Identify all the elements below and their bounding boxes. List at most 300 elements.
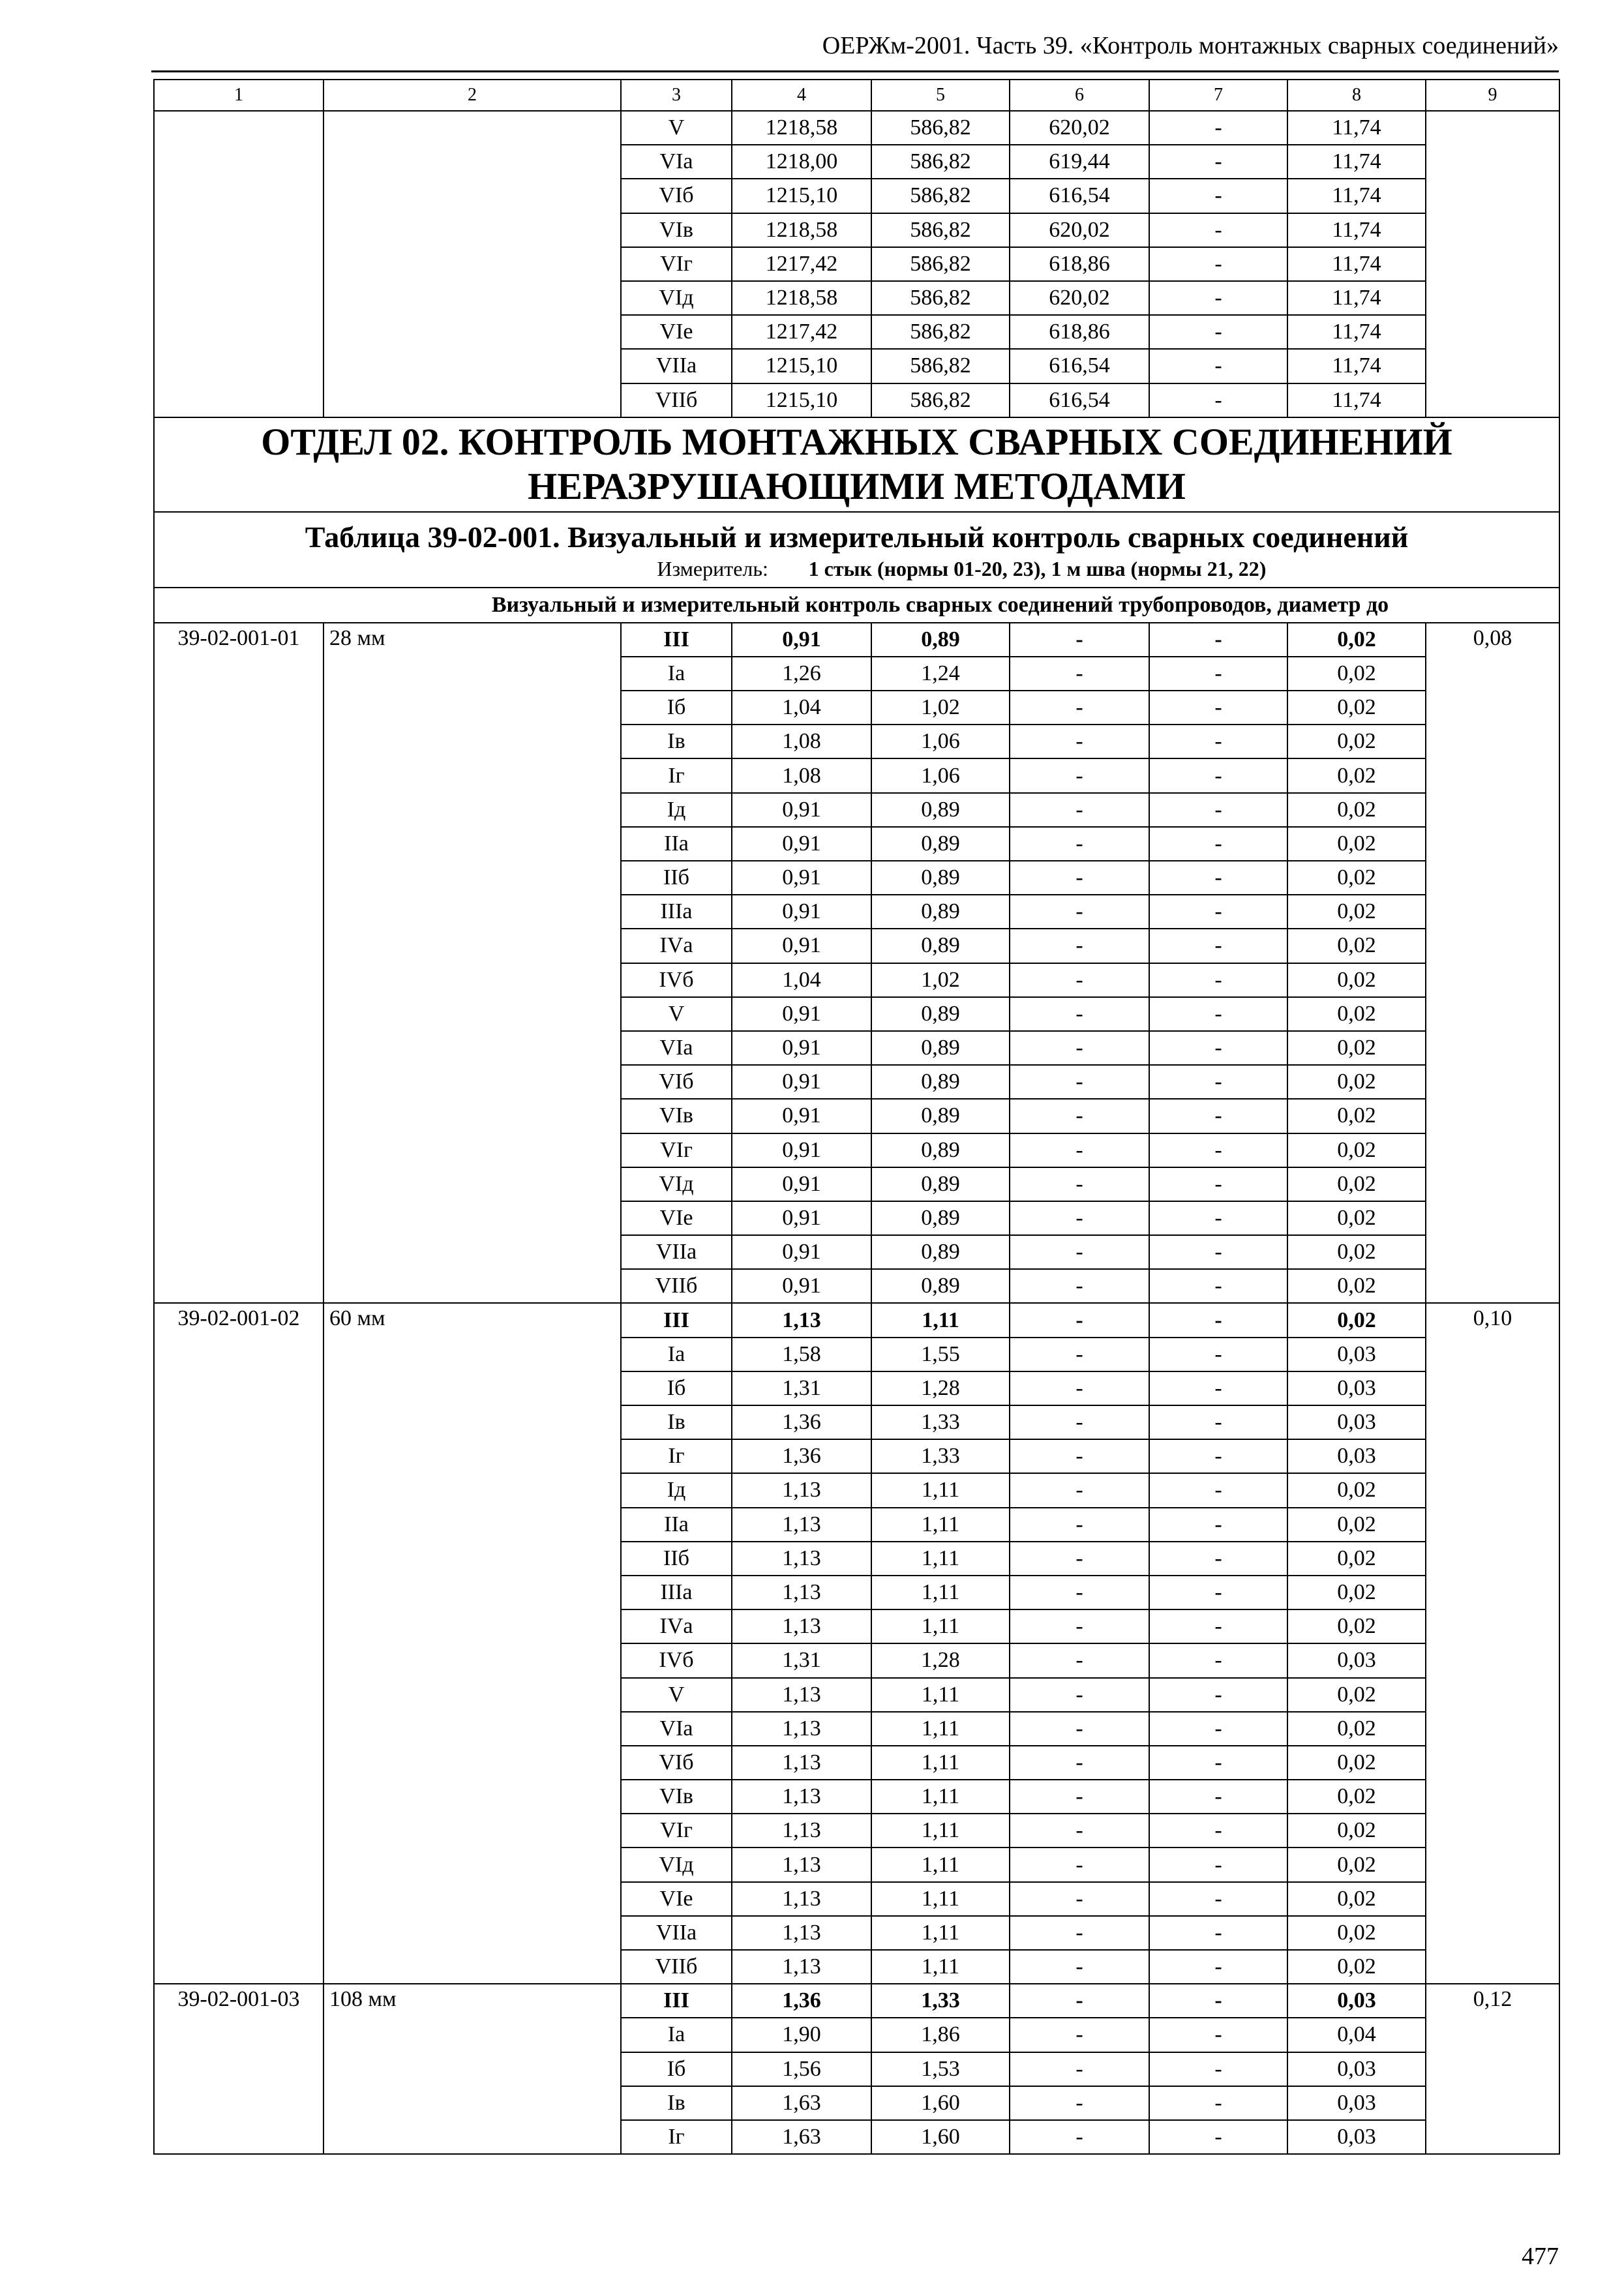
norm-name-cell: 28 мм: [323, 623, 621, 1304]
total-cost-cell: 1,13: [732, 1576, 871, 1609]
machines-cell: -: [1010, 725, 1149, 758]
drivers-wages-cell: -: [1149, 1950, 1287, 1984]
region-cell: VIв: [621, 213, 732, 247]
machines-cell: -: [1010, 827, 1149, 861]
total-cost-cell: 1,08: [732, 725, 871, 758]
total-cost-cell: 1,13: [732, 1473, 871, 1507]
machines-cell: -: [1010, 861, 1149, 895]
region-cell: IIIа: [621, 895, 732, 929]
machines-cell: -: [1010, 1439, 1149, 1473]
machines-cell: -: [1010, 2120, 1149, 2154]
materials-cell: 0,02: [1287, 1576, 1426, 1609]
machines-cell: 620,02: [1010, 213, 1149, 247]
region-cell: VIг: [621, 247, 732, 281]
drivers-wages-cell: -: [1149, 827, 1287, 861]
drivers-wages-cell: -: [1149, 1643, 1287, 1677]
table-title-row: [154, 512, 1559, 588]
drivers-wages-cell: -: [1149, 793, 1287, 827]
region-cell: VIIа: [621, 1916, 732, 1950]
total-cost-cell: 1,04: [732, 963, 871, 997]
header-rule: [151, 70, 1559, 72]
materials-cell: 0,02: [1287, 1167, 1426, 1201]
machines-cell: -: [1010, 1235, 1149, 1269]
materials-cell: 0,03: [1287, 2086, 1426, 2120]
drivers-wages-cell: -: [1149, 1235, 1287, 1269]
wages-cell: 1,24: [871, 657, 1010, 691]
column-number-cell: 1: [154, 80, 323, 111]
region-cell: III: [621, 623, 732, 657]
materials-cell: 0,02: [1287, 827, 1426, 861]
wages-cell: 1,33: [871, 1984, 1010, 2018]
materials-cell: 0,02: [1287, 1916, 1426, 1950]
machines-cell: -: [1010, 1746, 1149, 1780]
drivers-wages-cell: -: [1149, 1099, 1287, 1133]
drivers-wages-cell: -: [1149, 315, 1287, 349]
drivers-wages-cell: -: [1149, 2052, 1287, 2086]
col9-cell: 0,12: [1426, 1984, 1559, 2154]
region-cell: IVа: [621, 1609, 732, 1643]
region-cell: Iг: [621, 2120, 732, 2154]
wages-cell: 1,11: [871, 1508, 1010, 1542]
materials-cell: 0,03: [1287, 2052, 1426, 2086]
region-cell: Iв: [621, 2086, 732, 2120]
materials-cell: 11,74: [1287, 247, 1426, 281]
total-cost-cell: 1218,00: [732, 145, 871, 179]
machines-cell: -: [1010, 2018, 1149, 2052]
column-number-cell: 9: [1426, 80, 1559, 111]
drivers-wages-cell: -: [1149, 1065, 1287, 1099]
total-cost-cell: 0,91: [732, 1269, 871, 1303]
wages-cell: 1,28: [871, 1643, 1010, 1677]
wages-cell: 586,82: [871, 247, 1010, 281]
materials-cell: 0,02: [1287, 623, 1426, 657]
materials-cell: 11,74: [1287, 281, 1426, 315]
region-cell: VIIа: [621, 349, 732, 383]
machines-cell: -: [1010, 691, 1149, 725]
region-cell: Iв: [621, 725, 732, 758]
total-cost-cell: 0,91: [732, 623, 871, 657]
col9-cell: 0,08: [1426, 623, 1559, 1304]
region-cell: Iд: [621, 1473, 732, 1507]
drivers-wages-cell: -: [1149, 1780, 1287, 1814]
region-cell: VIа: [621, 1712, 732, 1746]
region-cell: Iг: [621, 1439, 732, 1473]
region-cell: VIд: [621, 281, 732, 315]
wages-cell: 1,11: [871, 1916, 1010, 1950]
total-cost-cell: 1,13: [732, 1712, 871, 1746]
drivers-wages-cell: -: [1149, 1712, 1287, 1746]
column-number-cell: 2: [323, 80, 621, 111]
machines-cell: 616,54: [1010, 383, 1149, 417]
norms-table: [153, 79, 1560, 2155]
materials-cell: 0,02: [1287, 1882, 1426, 1916]
total-cost-cell: 1,13: [732, 1780, 871, 1814]
wages-cell: 1,11: [871, 1746, 1010, 1780]
region-cell: IIа: [621, 827, 732, 861]
materials-cell: 11,74: [1287, 315, 1426, 349]
total-cost-cell: 0,91: [732, 1167, 871, 1201]
region-cell: III: [621, 1984, 732, 2018]
region-cell: IIIа: [621, 1576, 732, 1609]
wages-cell: 0,89: [871, 861, 1010, 895]
machines-cell: -: [1010, 929, 1149, 963]
total-cost-cell: 1,08: [732, 758, 871, 792]
column-number-row: [154, 80, 1559, 111]
total-cost-cell: 1215,10: [732, 179, 871, 213]
region-cell: VIIб: [621, 1269, 732, 1303]
drivers-wages-cell: -: [1149, 861, 1287, 895]
drivers-wages-cell: -: [1149, 725, 1287, 758]
drivers-wages-cell: -: [1149, 1678, 1287, 1712]
materials-cell: 0,02: [1287, 758, 1426, 792]
machines-cell: -: [1010, 1269, 1149, 1303]
materials-cell: 0,02: [1287, 1099, 1426, 1133]
materials-cell: 11,74: [1287, 111, 1426, 145]
total-cost-cell: 1217,42: [732, 315, 871, 349]
page-number: 477: [1522, 2243, 1559, 2270]
machines-cell: -: [1010, 1916, 1149, 1950]
drivers-wages-cell: -: [1149, 1439, 1287, 1473]
section-heading: [154, 417, 1559, 512]
machines-cell: 618,86: [1010, 315, 1149, 349]
wages-cell: 0,89: [871, 1235, 1010, 1269]
total-cost-cell: 1,13: [732, 1746, 871, 1780]
drivers-wages-cell: -: [1149, 1201, 1287, 1235]
wages-cell: 1,11: [871, 1814, 1010, 1848]
drivers-wages-cell: -: [1149, 1508, 1287, 1542]
materials-cell: 0,02: [1287, 1678, 1426, 1712]
drivers-wages-cell: -: [1149, 1542, 1287, 1576]
total-cost-cell: 1,36: [732, 1405, 871, 1439]
region-cell: VIIа: [621, 1235, 732, 1269]
wages-cell: 1,28: [871, 1371, 1010, 1405]
wages-cell: 1,55: [871, 1338, 1010, 1371]
drivers-wages-cell: -: [1149, 1746, 1287, 1780]
total-cost-cell: 1,13: [732, 1848, 871, 1881]
wages-cell: 1,53: [871, 2052, 1010, 2086]
region-cell: VIв: [621, 1099, 732, 1133]
machines-cell: -: [1010, 1678, 1149, 1712]
materials-cell: 0,02: [1287, 725, 1426, 758]
total-cost-cell: 1215,10: [732, 349, 871, 383]
region-cell: IVб: [621, 963, 732, 997]
total-cost-cell: 1,26: [732, 657, 871, 691]
materials-cell: 11,74: [1287, 349, 1426, 383]
machines-cell: -: [1010, 1371, 1149, 1405]
total-cost-cell: 0,91: [732, 1201, 871, 1235]
region-cell: V: [621, 111, 732, 145]
wages-cell: 1,11: [871, 1882, 1010, 1916]
region-cell: Iб: [621, 2052, 732, 2086]
machines-cell: -: [1010, 623, 1149, 657]
total-cost-cell: 0,91: [732, 1133, 871, 1167]
drivers-wages-cell: -: [1149, 281, 1287, 315]
materials-cell: 0,02: [1287, 963, 1426, 997]
materials-cell: 0,02: [1287, 657, 1426, 691]
machines-cell: -: [1010, 1201, 1149, 1235]
norm-code-cell: 39-02-001-01: [154, 623, 323, 1304]
drivers-wages-cell: -: [1149, 1576, 1287, 1609]
drivers-wages-cell: -: [1149, 1473, 1287, 1507]
table-title: [154, 512, 1559, 588]
machines-cell: -: [1010, 1576, 1149, 1609]
machines-cell: 616,54: [1010, 179, 1149, 213]
materials-cell: 0,02: [1287, 1814, 1426, 1848]
machines-cell: -: [1010, 963, 1149, 997]
machines-cell: -: [1010, 1950, 1149, 1984]
region-cell: VIг: [621, 1814, 732, 1848]
materials-cell: 0,02: [1287, 1473, 1426, 1507]
materials-cell: 0,04: [1287, 2018, 1426, 2052]
wages-cell: 586,82: [871, 281, 1010, 315]
materials-cell: 0,02: [1287, 1508, 1426, 1542]
wages-cell: 0,89: [871, 1133, 1010, 1167]
column-number-cell: 5: [871, 80, 1010, 111]
column-number-cell: 7: [1149, 80, 1287, 111]
machines-cell: -: [1010, 2052, 1149, 2086]
machines-cell: -: [1010, 1508, 1149, 1542]
machines-cell: -: [1010, 1542, 1149, 1576]
region-cell: VIа: [621, 145, 732, 179]
materials-cell: 0,02: [1287, 1609, 1426, 1643]
drivers-wages-cell: -: [1149, 1371, 1287, 1405]
drivers-wages-cell: -: [1149, 963, 1287, 997]
section-heading-line1: ОТДЕЛ 02. КОНТРОЛЬ МОНТАЖНЫХ СВАРНЫХ СОЕДИНЕНИЙ: [261, 421, 1452, 464]
total-cost-cell: 1,63: [732, 2120, 871, 2154]
total-cost-cell: 1,31: [732, 1643, 871, 1677]
wages-cell: 1,11: [871, 1678, 1010, 1712]
wages-cell: 0,89: [871, 1269, 1010, 1303]
wages-cell: 1,11: [871, 1950, 1010, 1984]
table-title-text: Таблица 39-02-001. Визуальный и измерительный контроль сварных соединений: [305, 520, 1409, 554]
machines-cell: -: [1010, 1643, 1149, 1677]
materials-cell: 0,02: [1287, 1031, 1426, 1065]
machines-cell: -: [1010, 1405, 1149, 1439]
total-cost-cell: 1218,58: [732, 111, 871, 145]
drivers-wages-cell: -: [1149, 179, 1287, 213]
total-cost-cell: 0,91: [732, 827, 871, 861]
drivers-wages-cell: -: [1149, 691, 1287, 725]
table-row: [154, 623, 1559, 657]
wages-cell: 1,11: [871, 1576, 1010, 1609]
materials-cell: 0,02: [1287, 1848, 1426, 1881]
total-cost-cell: 1,90: [732, 2018, 871, 2052]
region-cell: IVб: [621, 1643, 732, 1677]
drivers-wages-cell: -: [1149, 623, 1287, 657]
machines-cell: -: [1010, 1133, 1149, 1167]
machines-cell: -: [1010, 997, 1149, 1031]
region-cell: Iб: [621, 691, 732, 725]
materials-cell: 0,03: [1287, 1371, 1426, 1405]
region-cell: IIб: [621, 1542, 732, 1576]
wages-cell: 1,11: [871, 1609, 1010, 1643]
materials-cell: 11,74: [1287, 145, 1426, 179]
materials-cell: 11,74: [1287, 179, 1426, 213]
machines-cell: -: [1010, 1712, 1149, 1746]
total-cost-cell: 1,36: [732, 1439, 871, 1473]
region-cell: IVа: [621, 929, 732, 963]
wages-cell: 0,89: [871, 793, 1010, 827]
materials-cell: 0,02: [1287, 1780, 1426, 1814]
region-cell: VIIб: [621, 383, 732, 417]
drivers-wages-cell: -: [1149, 1405, 1287, 1439]
region-cell: V: [621, 1678, 732, 1712]
wages-cell: 0,89: [871, 827, 1010, 861]
drivers-wages-cell: -: [1149, 1848, 1287, 1881]
norm-code-cell: 39-02-001-02: [154, 1303, 323, 1984]
machines-cell: -: [1010, 1338, 1149, 1371]
total-cost-cell: 0,91: [732, 895, 871, 929]
total-cost-cell: 0,91: [732, 1099, 871, 1133]
wages-cell: 0,89: [871, 1099, 1010, 1133]
materials-cell: 0,02: [1287, 1712, 1426, 1746]
total-cost-cell: 0,91: [732, 1065, 871, 1099]
drivers-wages-cell: -: [1149, 1338, 1287, 1371]
region-cell: VIб: [621, 179, 732, 213]
total-cost-cell: 1,31: [732, 1371, 871, 1405]
drivers-wages-cell: -: [1149, 1609, 1287, 1643]
machines-cell: -: [1010, 1167, 1149, 1201]
wages-cell: 1,33: [871, 1405, 1010, 1439]
total-cost-cell: 0,91: [732, 1031, 871, 1065]
table-row: [154, 1984, 1559, 2018]
wages-cell: 586,82: [871, 179, 1010, 213]
wages-cell: 0,89: [871, 623, 1010, 657]
wages-cell: 1,33: [871, 1439, 1010, 1473]
machines-cell: -: [1010, 1848, 1149, 1881]
materials-cell: 0,02: [1287, 1133, 1426, 1167]
col9-cell-empty: [1426, 111, 1559, 417]
wages-cell: 586,82: [871, 349, 1010, 383]
wages-cell: 1,06: [871, 758, 1010, 792]
col9-cell: 0,10: [1426, 1303, 1559, 1984]
total-cost-cell: 1,13: [732, 1950, 871, 1984]
materials-cell: 0,02: [1287, 895, 1426, 929]
wages-cell: 1,11: [871, 1780, 1010, 1814]
drivers-wages-cell: -: [1149, 145, 1287, 179]
norm-name-cell: 60 мм: [323, 1303, 621, 1984]
wages-cell: 586,82: [871, 383, 1010, 417]
drivers-wages-cell: -: [1149, 1167, 1287, 1201]
drivers-wages-cell: -: [1149, 895, 1287, 929]
wages-cell: 1,60: [871, 2086, 1010, 2120]
machines-cell: 620,02: [1010, 111, 1149, 145]
total-cost-cell: 1,13: [732, 1678, 871, 1712]
running-header: ОЕРЖм-2001. Часть 39. «Контроль монтажных сварных соединений»: [822, 32, 1559, 59]
drivers-wages-cell: -: [1149, 2018, 1287, 2052]
wages-cell: 1,11: [871, 1848, 1010, 1881]
drivers-wages-cell: -: [1149, 1814, 1287, 1848]
drivers-wages-cell: -: [1149, 1031, 1287, 1065]
wages-cell: 1,11: [871, 1303, 1010, 1337]
total-cost-cell: 1,13: [732, 1916, 871, 1950]
region-cell: VIд: [621, 1167, 732, 1201]
drivers-wages-cell: -: [1149, 929, 1287, 963]
region-cell: Iа: [621, 657, 732, 691]
total-cost-cell: 1,58: [732, 1338, 871, 1371]
machines-cell: -: [1010, 1882, 1149, 1916]
materials-cell: 0,03: [1287, 2120, 1426, 2154]
region-cell: VIв: [621, 1780, 732, 1814]
materials-cell: 0,02: [1287, 1201, 1426, 1235]
column-number-cell: 3: [621, 80, 732, 111]
wages-cell: 0,89: [871, 1201, 1010, 1235]
machines-cell: -: [1010, 2086, 1149, 2120]
materials-cell: 0,03: [1287, 1405, 1426, 1439]
materials-cell: 0,03: [1287, 1439, 1426, 1473]
drivers-wages-cell: -: [1149, 758, 1287, 792]
region-cell: VIе: [621, 315, 732, 349]
region-cell: Iа: [621, 1338, 732, 1371]
materials-cell: 0,03: [1287, 1338, 1426, 1371]
region-cell: V: [621, 997, 732, 1031]
total-cost-cell: 1217,42: [732, 247, 871, 281]
region-cell: III: [621, 1303, 732, 1337]
drivers-wages-cell: -: [1149, 1984, 1287, 2018]
total-cost-cell: 1,13: [732, 1542, 871, 1576]
drivers-wages-cell: -: [1149, 2086, 1287, 2120]
table-subtitle: Визуальный и измерительный контроль сварных соединений трубопроводов, диаметр до: [154, 588, 1559, 623]
machines-cell: -: [1010, 758, 1149, 792]
machines-cell: -: [1010, 1065, 1149, 1099]
wages-cell: 1,11: [871, 1712, 1010, 1746]
norm-name-cell: 108 мм: [323, 1984, 621, 2154]
wages-cell: 1,02: [871, 691, 1010, 725]
wages-cell: 0,89: [871, 929, 1010, 963]
machines-cell: -: [1010, 1780, 1149, 1814]
drivers-wages-cell: -: [1149, 383, 1287, 417]
machines-cell: -: [1010, 1303, 1149, 1337]
wages-cell: 0,89: [871, 1031, 1010, 1065]
machines-cell: -: [1010, 895, 1149, 929]
total-cost-cell: 1,63: [732, 2086, 871, 2120]
materials-cell: 0,02: [1287, 1235, 1426, 1269]
total-cost-cell: 1218,58: [732, 213, 871, 247]
total-cost-cell: 1,13: [732, 1508, 871, 1542]
machines-cell: 616,54: [1010, 349, 1149, 383]
machines-cell: -: [1010, 1473, 1149, 1507]
region-cell: IIа: [621, 1508, 732, 1542]
wages-cell: 0,89: [871, 1167, 1010, 1201]
materials-cell: 0,02: [1287, 1950, 1426, 1984]
wages-cell: 0,89: [871, 997, 1010, 1031]
total-cost-cell: 0,91: [732, 861, 871, 895]
machines-cell: -: [1010, 1031, 1149, 1065]
measure-value: 1 стык (нормы 01-20, 23), 1 м шва (нормы 21, 22): [808, 556, 1267, 580]
measure-label: Измеритель:: [657, 556, 768, 580]
region-cell: Iа: [621, 2018, 732, 2052]
section-heading-line2: НЕРАЗРУШАЮЩИМИ МЕТОДАМИ: [528, 465, 1186, 508]
machines-cell: -: [1010, 1814, 1149, 1848]
wages-cell: 1,60: [871, 2120, 1010, 2154]
machines-cell: -: [1010, 1984, 1149, 2018]
machines-cell: -: [1010, 1609, 1149, 1643]
wages-cell: 1,02: [871, 963, 1010, 997]
materials-cell: 0,02: [1287, 929, 1426, 963]
total-cost-cell: 0,91: [732, 929, 871, 963]
wages-cell: 1,86: [871, 2018, 1010, 2052]
materials-cell: 0,02: [1287, 861, 1426, 895]
materials-cell: 0,02: [1287, 1065, 1426, 1099]
region-cell: Iб: [621, 1371, 732, 1405]
total-cost-cell: 0,91: [732, 997, 871, 1031]
region-cell: IIб: [621, 861, 732, 895]
drivers-wages-cell: -: [1149, 111, 1287, 145]
table-row: [154, 1303, 1559, 1337]
machines-cell: -: [1010, 657, 1149, 691]
drivers-wages-cell: -: [1149, 1916, 1287, 1950]
machines-cell: -: [1010, 1099, 1149, 1133]
